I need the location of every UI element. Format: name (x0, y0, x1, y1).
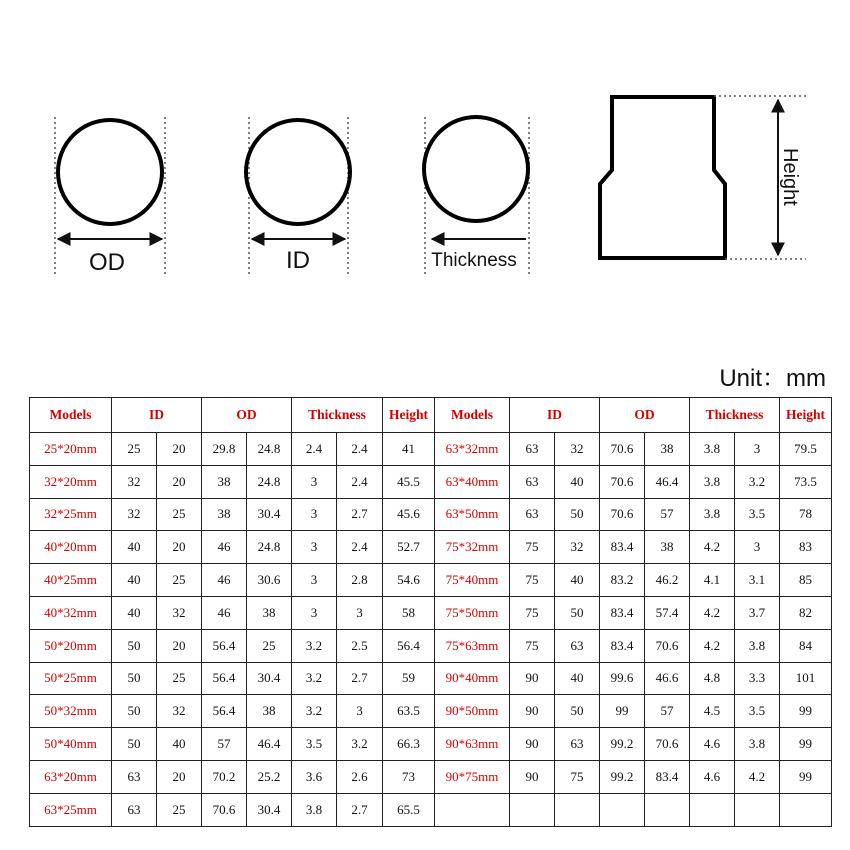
left-od-a-cell: 70.6 (202, 793, 247, 826)
right-height-cell: 99 (780, 760, 832, 793)
right-height-cell: 73.5 (780, 465, 832, 498)
left-od-b-cell: 24.8 (247, 433, 292, 466)
right-model-cell: 75*63mm (435, 629, 510, 662)
od-circle (58, 120, 162, 224)
left-id-b-cell: 25 (157, 662, 202, 695)
right-id-b-cell: 40 (555, 564, 600, 597)
right-model-cell: 90*63mm (435, 728, 510, 761)
right-model-cell: 90*75mm (435, 760, 510, 793)
left-id-b-cell: 20 (157, 433, 202, 466)
header-models: Models (30, 398, 112, 433)
right-od-a-cell: 83.2 (600, 564, 645, 597)
table-row (30, 695, 832, 728)
left-model-cell: 40*32mm (30, 596, 112, 629)
id-diagram (246, 117, 350, 275)
right-height-cell: 99 (780, 728, 832, 761)
left-thickness-a-cell: 2.4 (292, 433, 337, 466)
right-thickness-b-cell (735, 793, 780, 826)
right-id-b-cell: 40 (555, 662, 600, 695)
right-id-a-cell: 75 (510, 596, 555, 629)
right-height-cell: 101 (780, 662, 832, 695)
left-od-b-cell: 24.8 (247, 531, 292, 564)
left-thickness-a-cell: 3 (292, 498, 337, 531)
right-id-a-cell: 63 (510, 498, 555, 531)
header-models-right: Models (435, 398, 510, 433)
right-od-b-cell: 46.2 (645, 564, 690, 597)
right-id-b-cell: 50 (555, 596, 600, 629)
table-row (30, 793, 832, 826)
table-header-row (30, 398, 832, 433)
right-height-cell: 99 (780, 695, 832, 728)
right-thickness-b-cell: 3.5 (735, 498, 780, 531)
left-od-a-cell: 46 (202, 564, 247, 597)
left-id-a-cell: 40 (112, 564, 157, 597)
right-thickness-b-cell: 3 (735, 531, 780, 564)
right-height-cell (780, 793, 832, 826)
right-height-cell: 82 (780, 596, 832, 629)
right-id-a-cell: 90 (510, 728, 555, 761)
left-od-a-cell: 56.4 (202, 695, 247, 728)
right-model-cell: 90*40mm (435, 662, 510, 695)
right-model-cell: 63*40mm (435, 465, 510, 498)
right-thickness-b-cell: 3.5 (735, 695, 780, 728)
right-id-b-cell: 40 (555, 465, 600, 498)
right-thickness-b-cell: 3.8 (735, 629, 780, 662)
table-row (30, 760, 832, 793)
left-thickness-a-cell: 3.6 (292, 760, 337, 793)
left-od-a-cell: 29.8 (202, 433, 247, 466)
left-model-cell: 50*32mm (30, 695, 112, 728)
left-thickness-b-cell: 2.8 (337, 564, 383, 597)
right-od-b-cell: 46.6 (645, 662, 690, 695)
right-height-cell: 85 (780, 564, 832, 597)
right-od-b-cell: 57 (645, 695, 690, 728)
table-row (30, 531, 832, 564)
left-thickness-a-cell: 3 (292, 531, 337, 564)
right-thickness-a-cell: 3.8 (690, 465, 735, 498)
left-id-b-cell: 20 (157, 465, 202, 498)
right-od-a-cell: 70.6 (600, 498, 645, 531)
right-thickness-b-cell: 3.7 (735, 596, 780, 629)
id-circle (246, 120, 350, 224)
left-height-cell: 54.6 (383, 564, 435, 597)
right-id-b-cell: 50 (555, 695, 600, 728)
right-thickness-a-cell: 3.8 (690, 498, 735, 531)
left-height-cell: 52.7 (383, 531, 435, 564)
right-id-b-cell: 32 (555, 531, 600, 564)
left-thickness-a-cell: 3 (292, 465, 337, 498)
left-height-cell: 45.6 (383, 498, 435, 531)
right-id-b-cell (555, 793, 600, 826)
left-id-b-cell: 20 (157, 760, 202, 793)
left-od-a-cell: 70.2 (202, 760, 247, 793)
left-thickness-a-cell: 3.2 (292, 695, 337, 728)
right-id-a-cell: 75 (510, 629, 555, 662)
table-body (30, 433, 832, 827)
right-thickness-a-cell: 4.2 (690, 596, 735, 629)
left-height-cell: 56.4 (383, 629, 435, 662)
left-thickness-b-cell: 3.2 (337, 728, 383, 761)
right-id-a-cell: 63 (510, 465, 555, 498)
left-id-b-cell: 25 (157, 498, 202, 531)
left-model-cell: 40*20mm (30, 531, 112, 564)
right-od-b-cell: 57 (645, 498, 690, 531)
right-thickness-b-cell: 3.8 (735, 728, 780, 761)
right-height-cell: 78 (780, 498, 832, 531)
left-id-b-cell: 25 (157, 793, 202, 826)
right-thickness-a-cell: 4.6 (690, 760, 735, 793)
right-thickness-a-cell (690, 793, 735, 826)
right-id-b-cell: 50 (555, 498, 600, 531)
right-od-a-cell: 70.6 (600, 465, 645, 498)
left-id-b-cell: 25 (157, 564, 202, 597)
right-model-cell: 63*32mm (435, 433, 510, 466)
right-od-a-cell: 99.6 (600, 662, 645, 695)
left-thickness-a-cell: 3.2 (292, 662, 337, 695)
right-id-a-cell: 75 (510, 531, 555, 564)
right-od-b-cell (645, 793, 690, 826)
right-model-cell: 63*50mm (435, 498, 510, 531)
left-id-a-cell: 63 (112, 760, 157, 793)
right-thickness-b-cell: 3.2 (735, 465, 780, 498)
left-od-b-cell: 46.4 (247, 728, 292, 761)
left-model-cell: 50*20mm (30, 629, 112, 662)
height-label: Height (779, 148, 801, 206)
left-thickness-a-cell: 3 (292, 596, 337, 629)
left-model-cell: 50*25mm (30, 662, 112, 695)
left-height-cell: 65.5 (383, 793, 435, 826)
header-thickness-right: Thickness (690, 398, 780, 433)
right-od-a-cell: 99.2 (600, 728, 645, 761)
header-thickness: Thickness (292, 398, 383, 433)
left-id-b-cell: 40 (157, 728, 202, 761)
right-height-cell: 83 (780, 531, 832, 564)
left-od-b-cell: 38 (247, 596, 292, 629)
left-thickness-b-cell: 2.4 (337, 531, 383, 564)
right-od-b-cell: 38 (645, 433, 690, 466)
right-thickness-a-cell: 4.2 (690, 531, 735, 564)
left-od-b-cell: 30.6 (247, 564, 292, 597)
right-id-a-cell (510, 793, 555, 826)
right-model-cell: 75*40mm (435, 564, 510, 597)
table-row (30, 498, 832, 531)
right-od-b-cell: 70.6 (645, 629, 690, 662)
right-od-a-cell (600, 793, 645, 826)
height-diagram (600, 96, 806, 259)
left-od-a-cell: 38 (202, 465, 247, 498)
right-id-b-cell: 32 (555, 433, 600, 466)
left-od-a-cell: 57 (202, 728, 247, 761)
right-id-a-cell: 63 (510, 433, 555, 466)
left-od-a-cell: 46 (202, 596, 247, 629)
header-height-right: Height (780, 398, 832, 433)
right-thickness-a-cell: 4.2 (690, 629, 735, 662)
left-id-a-cell: 25 (112, 433, 157, 466)
left-id-a-cell: 50 (112, 629, 157, 662)
right-thickness-b-cell: 3 (735, 433, 780, 466)
right-id-b-cell: 75 (555, 760, 600, 793)
dimension-diagram-svg (0, 0, 850, 340)
left-height-cell: 63.5 (383, 695, 435, 728)
right-od-b-cell: 83.4 (645, 760, 690, 793)
right-od-a-cell: 83.4 (600, 596, 645, 629)
left-id-b-cell: 20 (157, 531, 202, 564)
right-id-a-cell: 90 (510, 662, 555, 695)
right-od-a-cell: 99.2 (600, 760, 645, 793)
left-od-b-cell: 38 (247, 695, 292, 728)
right-model-cell: 75*32mm (435, 531, 510, 564)
left-id-a-cell: 50 (112, 662, 157, 695)
header-height: Height (383, 398, 435, 433)
left-id-a-cell: 32 (112, 498, 157, 531)
left-model-cell: 32*20mm (30, 465, 112, 498)
left-thickness-b-cell: 2.5 (337, 629, 383, 662)
right-id-a-cell: 90 (510, 760, 555, 793)
id-label: ID (286, 247, 310, 274)
right-thickness-b-cell: 4.2 (735, 760, 780, 793)
reducer-profile (600, 97, 725, 258)
left-thickness-b-cell: 2.7 (337, 662, 383, 695)
left-thickness-a-cell: 3.8 (292, 793, 337, 826)
right-id-a-cell: 90 (510, 695, 555, 728)
table-row (30, 728, 832, 761)
table-row (30, 433, 832, 466)
left-model-cell: 32*25mm (30, 498, 112, 531)
right-model-cell (435, 793, 510, 826)
right-od-a-cell: 99 (600, 695, 645, 728)
table-row (30, 629, 832, 662)
left-height-cell: 59 (383, 662, 435, 695)
dimension-diagram (0, 0, 850, 340)
right-thickness-a-cell: 4.6 (690, 728, 735, 761)
left-od-a-cell: 56.4 (202, 629, 247, 662)
right-thickness-b-cell: 3.1 (735, 564, 780, 597)
left-thickness-a-cell: 3 (292, 564, 337, 597)
spec-table (29, 397, 832, 827)
left-thickness-b-cell: 2.4 (337, 465, 383, 498)
right-thickness-b-cell: 3.3 (735, 662, 780, 695)
left-thickness-b-cell: 2.4 (337, 433, 383, 466)
right-od-a-cell: 83.4 (600, 531, 645, 564)
right-od-a-cell: 83.4 (600, 629, 645, 662)
left-model-cell: 63*25mm (30, 793, 112, 826)
left-thickness-b-cell: 3 (337, 695, 383, 728)
right-od-a-cell: 70.6 (600, 433, 645, 466)
left-model-cell: 63*20mm (30, 760, 112, 793)
od-diagram (55, 117, 165, 276)
thickness-diagram (424, 117, 529, 275)
right-od-b-cell: 46.4 (645, 465, 690, 498)
left-od-b-cell: 25 (247, 629, 292, 662)
right-id-b-cell: 63 (555, 728, 600, 761)
left-od-a-cell: 56.4 (202, 662, 247, 695)
left-od-a-cell: 38 (202, 498, 247, 531)
header-od-right: OD (600, 398, 690, 433)
right-od-b-cell: 38 (645, 531, 690, 564)
left-od-b-cell: 24.8 (247, 465, 292, 498)
right-od-b-cell: 57.4 (645, 596, 690, 629)
thickness-label: Thickness (431, 250, 517, 271)
left-thickness-a-cell: 3.5 (292, 728, 337, 761)
left-od-b-cell: 30.4 (247, 662, 292, 695)
left-thickness-b-cell: 2.6 (337, 760, 383, 793)
header-id-right: ID (510, 398, 600, 433)
left-id-b-cell: 32 (157, 596, 202, 629)
left-height-cell: 41 (383, 433, 435, 466)
right-id-a-cell: 75 (510, 564, 555, 597)
left-height-cell: 45.5 (383, 465, 435, 498)
right-od-b-cell: 70.6 (645, 728, 690, 761)
right-height-cell: 79.5 (780, 433, 832, 466)
table-row (30, 465, 832, 498)
unit-label: Unit：mm (719, 365, 826, 392)
left-height-cell: 73 (383, 760, 435, 793)
table-row (30, 564, 832, 597)
left-model-cell: 25*20mm (30, 433, 112, 466)
left-id-a-cell: 40 (112, 531, 157, 564)
right-height-cell: 84 (780, 629, 832, 662)
right-thickness-a-cell: 4.1 (690, 564, 735, 597)
left-model-cell: 50*40mm (30, 728, 112, 761)
left-id-a-cell: 32 (112, 465, 157, 498)
table-row (30, 662, 832, 695)
left-od-b-cell: 30.4 (247, 793, 292, 826)
header-id: ID (112, 398, 202, 433)
left-id-a-cell: 63 (112, 793, 157, 826)
left-thickness-b-cell: 2.7 (337, 793, 383, 826)
left-height-cell: 58 (383, 596, 435, 629)
left-id-a-cell: 40 (112, 596, 157, 629)
right-thickness-a-cell: 4.8 (690, 662, 735, 695)
left-od-b-cell: 25.2 (247, 760, 292, 793)
table-row (30, 596, 832, 629)
left-thickness-b-cell: 2.7 (337, 498, 383, 531)
thickness-circle (424, 117, 528, 221)
header-od: OD (202, 398, 292, 433)
left-id-b-cell: 32 (157, 695, 202, 728)
left-id-b-cell: 20 (157, 629, 202, 662)
right-thickness-a-cell: 4.5 (690, 695, 735, 728)
left-id-a-cell: 50 (112, 728, 157, 761)
right-thickness-a-cell: 3.8 (690, 433, 735, 466)
left-od-b-cell: 30.4 (247, 498, 292, 531)
left-id-a-cell: 50 (112, 695, 157, 728)
left-od-a-cell: 46 (202, 531, 247, 564)
left-height-cell: 66.3 (383, 728, 435, 761)
right-model-cell: 75*50mm (435, 596, 510, 629)
left-thickness-b-cell: 3 (337, 596, 383, 629)
left-model-cell: 40*25mm (30, 564, 112, 597)
right-model-cell: 90*50mm (435, 695, 510, 728)
od-label: OD (89, 249, 125, 276)
right-id-b-cell: 63 (555, 629, 600, 662)
left-thickness-a-cell: 3.2 (292, 629, 337, 662)
